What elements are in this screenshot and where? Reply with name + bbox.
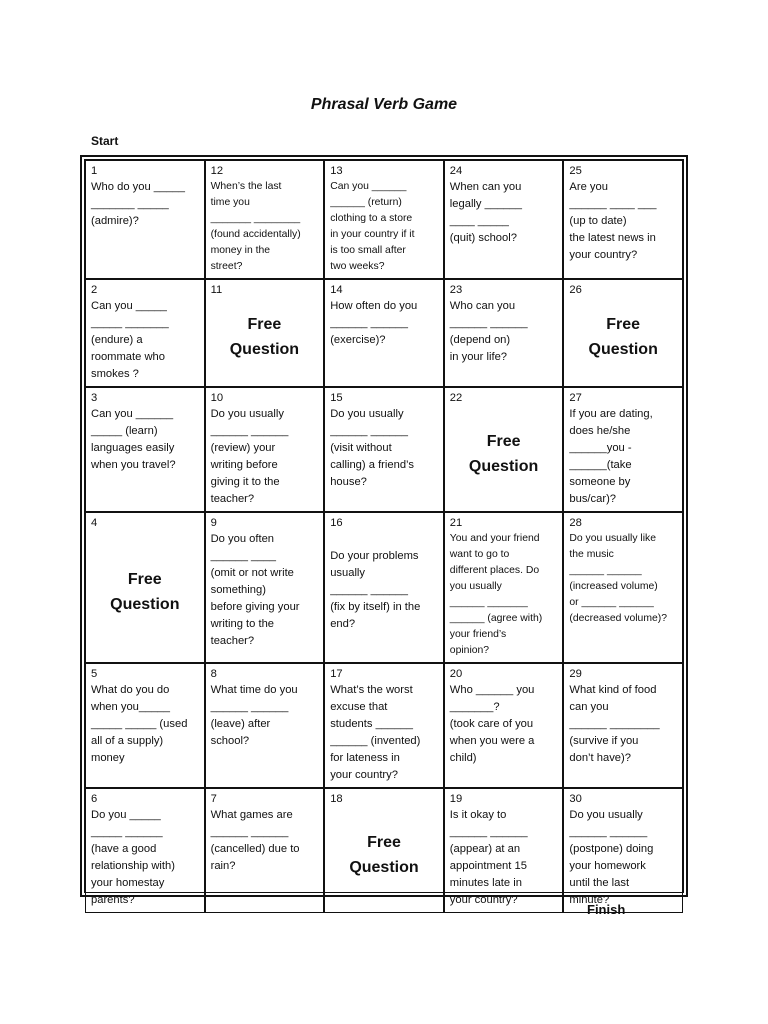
free-question-label: Free Question (229, 316, 300, 358)
square-question: Who ______ you _______? (took care of you when you were a child) (449, 684, 535, 764)
square-25 (563, 160, 683, 279)
square-question: What’s the worst excuse that students ______ ______ (invented) for lateness in your country? (330, 684, 421, 781)
square-question: Who can you ______ ______ (depend on) in your life? (449, 300, 528, 363)
square-question: Can you ______ _____ (learn) languages easily when you travel? (91, 408, 176, 471)
free-question-label: Free Question (110, 570, 180, 613)
square-12 (205, 160, 325, 279)
square-14 (324, 279, 444, 387)
square-number: 11 (210, 284, 223, 296)
square-question: Can you ______ ______ (return) clothing to a store in your country if it is too small after two weeks? (330, 181, 415, 272)
square-28 (563, 512, 683, 663)
square-number: 12 (210, 165, 224, 177)
square-number: 25 (569, 165, 582, 177)
square-question: If you are dating, does he/she ______you - ______(take someone by bus/car)? (569, 408, 653, 505)
square-question: Is it okay to ______ ______ (appear) at an appointment 15 minutes late in your country? (449, 809, 528, 906)
square-question: Do you usually ______ ______ (postpone) doing your homework until the last minute? (569, 809, 654, 906)
square-question: When can you legally ______ ____ _____ (quit) school? (449, 181, 522, 244)
square-number: 8 (210, 668, 217, 680)
square-question: Who do you _____ _______ _____ (admire)? (91, 181, 185, 227)
board-grid (84, 159, 684, 906)
square-4 (85, 512, 205, 663)
square-question: What kind of food can you ______ ________ (survive if you don’t have)? (569, 684, 660, 764)
square-26 (563, 279, 683, 387)
square-7 (205, 788, 325, 913)
free-question-label: Free Question (468, 432, 539, 475)
finish-label: Finish (587, 902, 626, 917)
square-number: 15 (330, 392, 343, 404)
square-question: How often do you ______ ______ (exercise)? (330, 300, 418, 346)
square-27 (563, 387, 683, 512)
square-question: Do your problems usually ______ ______ (fix by itself) in the end? (330, 550, 421, 630)
square-number: 16 (330, 517, 343, 529)
square-17 (324, 663, 444, 788)
square-question: Do you often ______ ____ (omit or not write something) before giving your writing to the teacher? (210, 533, 300, 647)
square-18 (324, 788, 444, 913)
square-question: Do you usually ______ ______ (visit without calling) a friend’s house? (330, 408, 414, 488)
game-board (80, 155, 688, 906)
square-question: Are you ______ ____ ___ (up to date) the latest news in your country? (569, 181, 657, 261)
square-question: What do you do when you_____ _____ _____ (used all of a supply) money (91, 684, 188, 764)
square-3 (85, 387, 205, 512)
square-number: 9 (210, 517, 217, 529)
square-number: 19 (449, 793, 463, 805)
square-6 (85, 788, 205, 913)
square-number: 24 (449, 165, 463, 177)
square-10 (205, 387, 325, 512)
free-question-label: Free Question (349, 833, 419, 876)
square-number: 21 (449, 517, 463, 529)
page-title: Phrasal Verb Game (310, 96, 458, 113)
square-number: 1 (91, 165, 98, 177)
square-number: 10 (210, 392, 224, 404)
square-13 (324, 160, 444, 279)
square-number: 28 (569, 517, 582, 529)
square-number: 30 (569, 793, 582, 805)
square-question: You and your friend want to go to different places. Do you usually ______ _______ ______ (agree with) your friend’s opinion? (449, 533, 543, 656)
square-16 (324, 512, 444, 663)
square-number: 26 (569, 284, 582, 296)
square-29 (563, 663, 683, 788)
square-19 (444, 788, 564, 913)
square-number: 5 (91, 668, 98, 680)
square-24 (444, 160, 564, 279)
square-22 (444, 387, 564, 512)
square-question: What time do you ______ ______ (leave) after school? (210, 684, 298, 747)
square-11 (205, 279, 325, 387)
square-number: 27 (569, 392, 582, 404)
square-number: 3 (91, 392, 98, 404)
square-number: 13 (330, 165, 343, 177)
square-21 (444, 512, 564, 663)
square-8 (205, 663, 325, 788)
square-question: When’s the last time you _______ ________ (found accidentally) money in the street? (210, 181, 301, 272)
square-number: 23 (449, 284, 463, 296)
square-question: Do you usually ______ ______ (review) your writing before giving it to the teacher? (210, 408, 289, 505)
square-9 (205, 512, 325, 663)
square-5 (85, 663, 205, 788)
square-number: 6 (91, 793, 98, 805)
square-number: 4 (91, 517, 98, 529)
square-15 (324, 387, 444, 512)
square-30 (563, 788, 683, 913)
start-label: Start (91, 134, 119, 148)
square-2 (85, 279, 205, 387)
square-number: 2 (91, 284, 98, 296)
square-20 (444, 663, 564, 788)
square-question: Can you _____ _____ _______ (endure) a roommate who smokes ? (91, 300, 169, 380)
square-number: 14 (330, 284, 343, 296)
free-question-label: Free Question (588, 316, 658, 358)
square-number: 7 (210, 793, 217, 805)
square-question: Do you _____ _____ ______ (have a good relationship with) your homestay parents? (91, 809, 175, 906)
square-23 (444, 279, 564, 387)
square-number: 29 (569, 668, 582, 680)
square-number: 20 (449, 668, 463, 680)
square-number: 18 (330, 793, 343, 805)
square-number: 17 (330, 668, 343, 680)
square-question: Do you usually like the music ______ ______ (increased volume) or ______ ______ (decreased volume)? (569, 533, 667, 624)
square-number: 22 (449, 392, 463, 404)
square-1 (85, 160, 205, 279)
square-question: What games are ______ ______ (cancelled) due to rain? (210, 809, 300, 872)
